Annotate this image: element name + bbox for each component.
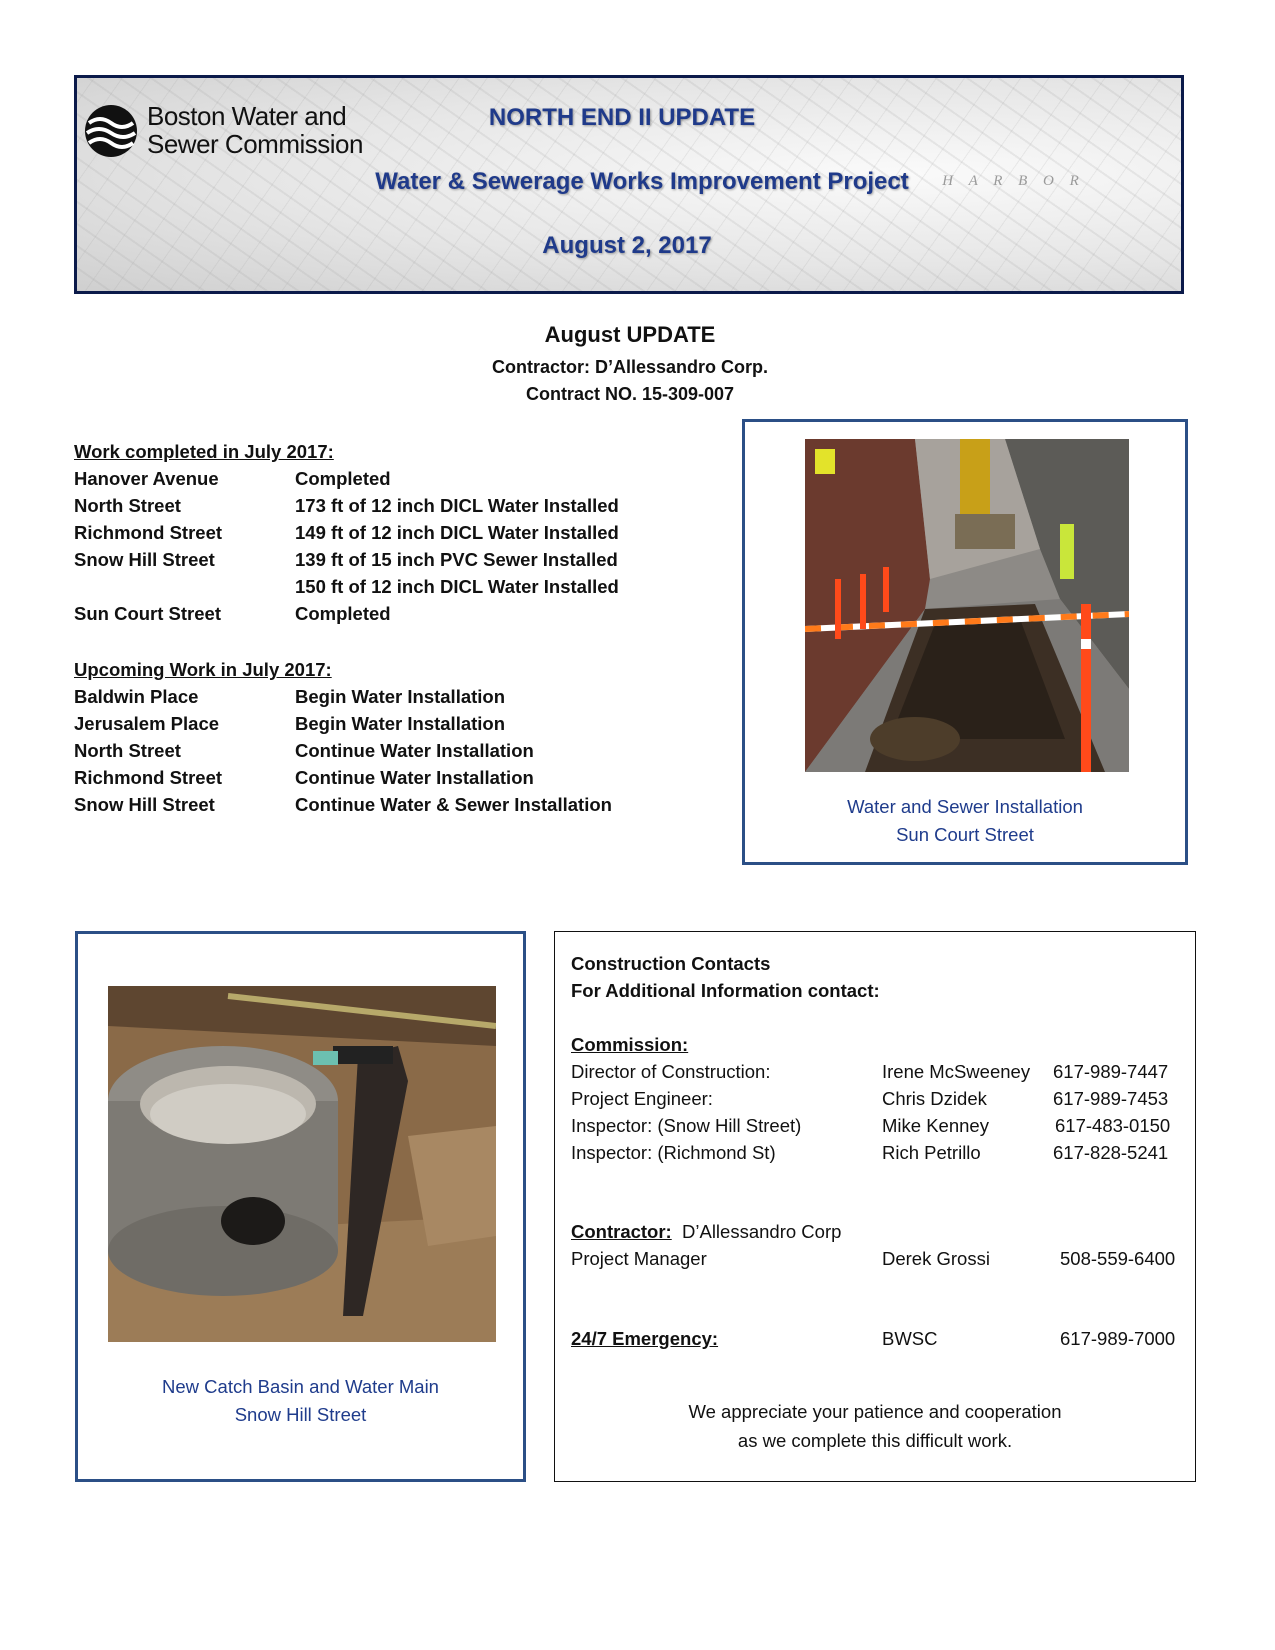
street-name: Snow Hill Street — [74, 549, 215, 570]
emergency-heading: 24/7 Emergency: — [571, 1328, 719, 1349]
work-description: 150 ft of 12 inch DICL Water Installed — [295, 576, 619, 597]
commission-heading: Commission: — [571, 1034, 689, 1055]
street-name: North Street — [74, 495, 181, 516]
contact-role: Director of Construction: — [571, 1061, 771, 1082]
construction-contacts-box — [554, 931, 1196, 1482]
contact-role: Inspector: (Snow Hill Street) — [571, 1115, 802, 1136]
contacts-title: Construction Contacts — [571, 953, 771, 974]
work-description: Completed — [295, 603, 391, 624]
thanks-message — [555, 1397, 1195, 1455]
list-item — [74, 600, 714, 627]
contact-row — [571, 1139, 1181, 1166]
list-item — [74, 683, 714, 710]
logo-line2: Sewer Commission — [147, 129, 363, 159]
emergency-row — [571, 1325, 1181, 1352]
banner-title: NORTH END II UPDATE — [488, 104, 756, 131]
list-item — [74, 573, 714, 600]
list-item — [74, 764, 714, 791]
contact-row — [571, 1245, 1181, 1272]
contact-row — [571, 1112, 1181, 1139]
street-name: North Street — [74, 740, 181, 761]
street-name: Hanover Avenue — [74, 468, 219, 489]
caption-line: New Catch Basin and Water Main — [162, 1376, 439, 1397]
work-description: Continue Water & Sewer Installation — [295, 794, 612, 815]
work-description: Begin Water Installation — [295, 713, 506, 734]
contact-phone: 617-828-5241 — [1053, 1142, 1169, 1163]
contact-name: Derek Grossi — [882, 1248, 990, 1269]
list-item — [74, 710, 714, 737]
photo-box-sun-court — [742, 419, 1188, 865]
map-texture: N H A R B O R — [897, 173, 1085, 189]
contact-phone: 508-559-6400 — [1060, 1248, 1176, 1269]
emergency-phone: 617-989-7000 — [1060, 1328, 1176, 1349]
contact-role: Project Engineer: — [571, 1088, 713, 1109]
logo-line1: Boston Water and — [147, 101, 347, 131]
street-name: Richmond Street — [74, 522, 223, 543]
contact-role: Project Manager — [571, 1248, 707, 1269]
photo-caption-sun-court — [745, 793, 1185, 849]
contact-name: Mike Kenney — [882, 1115, 989, 1136]
contact-row — [571, 1058, 1181, 1085]
list-item — [74, 492, 714, 519]
work-description: 173 ft of 12 inch DICL Water Installed — [295, 495, 619, 516]
contact-phone: 617-989-7453 — [1053, 1088, 1169, 1109]
contractor-line: Contractor: D’Allessandro Corp. — [491, 357, 769, 377]
caption-line: Water and Sewer Installation — [847, 796, 1083, 817]
list-item — [74, 791, 714, 818]
construction-photo-snow-hill — [108, 986, 496, 1342]
upcoming-work-list — [74, 656, 714, 818]
photo-caption-snow-hill — [78, 1373, 523, 1429]
bwsc-wave-icon — [83, 103, 139, 159]
thanks-line: We appreciate your patience and cooperation — [688, 1401, 1062, 1422]
thanks-line: as we complete this difficult work. — [737, 1430, 1013, 1451]
contact-phone: 617-989-7447 — [1053, 1061, 1169, 1082]
update-title: August UPDATE — [544, 322, 716, 347]
work-description: Continue Water Installation — [295, 740, 534, 761]
work-description: 149 ft of 12 inch DICL Water Installed — [295, 522, 619, 543]
banner-date: August 2, 2017 — [542, 232, 712, 259]
list-item — [74, 546, 714, 573]
photo-box-snow-hill — [75, 931, 526, 1482]
work-completed-heading: Work completed in July 2017: — [74, 441, 334, 462]
bwsc-logo — [83, 101, 383, 166]
contact-role: Inspector: (Richmond St) — [571, 1142, 776, 1163]
caption-line: Sun Court Street — [896, 824, 1034, 845]
construction-photo-sun-court — [805, 439, 1129, 772]
banner-subtitle: Water & Sewerage Works Improvement Project — [375, 168, 909, 195]
work-description: Continue Water Installation — [295, 767, 534, 788]
caption-line: Snow Hill Street — [234, 1404, 367, 1425]
work-description: 139 ft of 15 inch PVC Sewer Installed — [295, 549, 618, 570]
street-name: Baldwin Place — [74, 686, 199, 707]
list-item — [74, 465, 714, 492]
header-banner — [74, 75, 1184, 294]
contractor-heading: Contractor: — [571, 1221, 672, 1242]
work-description: Begin Water Installation — [295, 686, 506, 707]
list-item — [74, 737, 714, 764]
contract-number: Contract NO. 15-309-007 — [525, 384, 735, 404]
street-name: Richmond Street — [74, 767, 223, 788]
list-item — [74, 519, 714, 546]
work-description: Completed — [295, 468, 391, 489]
contacts-subtitle: For Additional Information contact: — [571, 980, 880, 1001]
contact-name: Irene McSweeney — [882, 1061, 1031, 1082]
street-name: Snow Hill Street — [74, 794, 215, 815]
work-completed-list — [74, 438, 714, 627]
upcoming-work-heading: Upcoming Work in July 2017: — [74, 659, 332, 680]
contractor-row — [571, 1218, 841, 1245]
contact-phone: 617-483-0150 — [1055, 1115, 1171, 1136]
contact-row — [571, 1085, 1181, 1112]
contact-name: Chris Dzidek — [882, 1088, 987, 1109]
street-name: Sun Court Street — [74, 603, 221, 624]
contractor-name: D’Allessandro Corp — [682, 1221, 842, 1242]
street-name: Jerusalem Place — [74, 713, 220, 734]
emergency-name: BWSC — [882, 1328, 938, 1349]
contact-name: Rich Petrillo — [882, 1142, 981, 1163]
